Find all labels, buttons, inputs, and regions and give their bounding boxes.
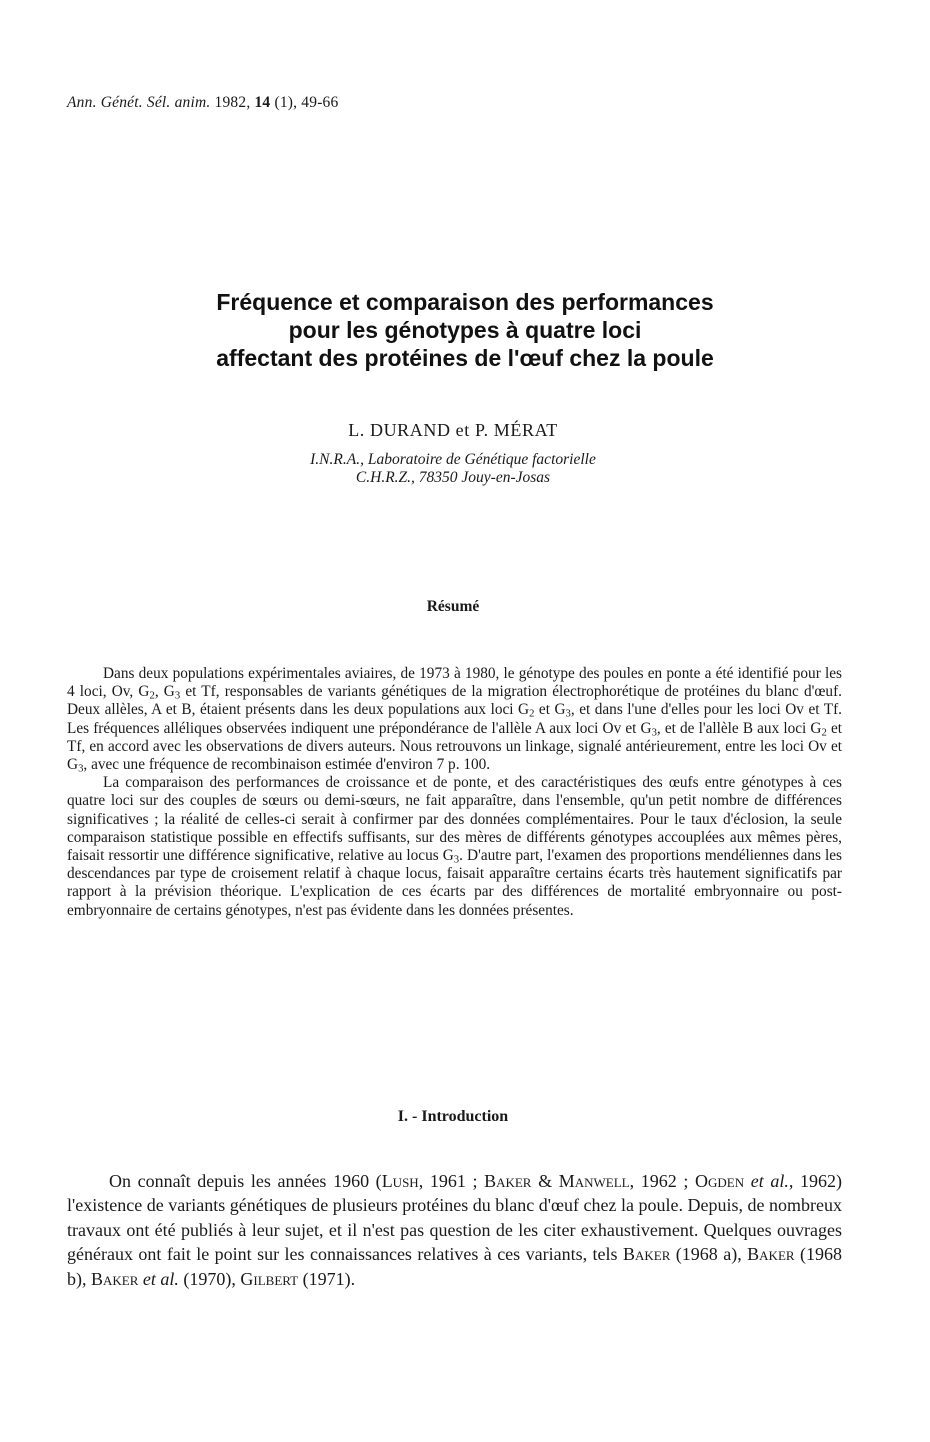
citation-author: Ogden	[694, 1171, 745, 1191]
citation-author: Baker	[747, 1244, 795, 1265]
citation-author: Gilbert	[240, 1268, 299, 1289]
introduction-paragraph-1: On connaît depuis les années 1960 (Lush, 1961 ; Baker & Manwell, 1962 ; Ogden et al., 1962) l'existence de variants génétiques de plusieurs protéines du blanc d'œuf chez la poule. Depuis, de nombreux travaux ont été publiés à leur sujet, et il n'est pas question de les citer exhaustivement. Quelques ouvrages généraux ont fait le point sur les connaissances relatives à ces variants, tels Baker (1968 a), Baker (1968 b), Baker et al. (1970), Gilbert (1971).	[67, 1171, 842, 1289]
citation-author: Baker	[484, 1171, 532, 1191]
citation-volume: 14	[254, 94, 271, 111]
affiliation	[0, 451, 906, 487]
abstract-paragraph-2: La comparaison des performances de croissance et de ponte, et des caractéristiques des œufs entre génotypes à ces quatre loci sur des couples de sœurs ou demi-sœurs, ne fait apparaître, dans l'ensemble, qu'un petit nombre de différences significatives ; la réalité de celles-ci serait à confirmer par des données complémentaires. Pour le taux d'éclosion, la seule comparaison statistique possible en effectifs suffisants, sur des mères de différents génotypes accouplées aux mêmes pères, faisait ressortir une différence significative, relative au locus $G_3$. D'autre part, l'examen des proportions mendéliennes dans les descendances par type de croisement relatif à chaque locus, faisait apparaître certains écarts très hautement significatifs par rapport à la prévision théorique. L'explication de ces écarts par des différences de mortalité embryonnaire ou post-embryonnaire de certains génotypes, n'est pas évidente dans les données présentes.	[67, 774, 843, 919]
citation-author: Lush	[381, 1171, 419, 1191]
citation-author: Baker	[622, 1244, 671, 1265]
abstract	[67, 665, 842, 920]
journal-name: Ann. Génét. Sél. anim.	[67, 94, 211, 111]
affiliation-line-1: I.N.R.A., Laboratoire de Génétique factorielle	[310, 451, 596, 468]
journal-citation	[67, 94, 338, 112]
section-heading-introduction: I. - Introduction	[397, 1108, 509, 1125]
title-line-2: pour les génotypes à quatre loci	[288, 317, 642, 343]
resume-heading: Résumé	[426, 598, 480, 615]
title-line-1: Fréquence et comparaison des performances	[216, 289, 714, 315]
citation-author: Baker	[91, 1268, 139, 1289]
introduction-body	[67, 1169, 842, 1291]
citation-author: Manwell	[558, 1171, 630, 1191]
citation-year: 1982,	[214, 94, 251, 111]
affiliation-line-2: C.H.R.Z., 78350 Jouy-en-Josas	[355, 469, 551, 486]
title-line-3: affectant des protéines de l'œuf chez la poule	[216, 345, 714, 371]
article-title	[0, 288, 930, 372]
abstract-paragraph-1: Dans deux populations expérimentales aviaires, de 1973 à 1980, le génotype des poules en ponte a été identifié pour les 4 loci, Ov, $G_2$, $G_3$ et Tf, responsables de variants génétiques de la migration électrophorétique de protéines du blanc d'œuf. Deux allèles, A et B, étaient présents dans les deux populations aux loci $G_2$ et $G_3$, et dans l'une d'elles pour les loci Ov et Tf. Les fréquences alléliques observées indiquent une prépondérance de l'allèle A aux loci Ov et $G_3$, et de l'allèle B aux loci $G_2$ et Tf, en accord avec les observations de divers auteurs. Nous retrouvons un linkage, signalé antérieurement, entre les loci Ov et $G_3$, avec une fréquence de recombinaison estimée d'environ 7 p. 100.	[67, 665, 842, 775]
authors: L. DURAND et P. MÉRAT	[348, 420, 558, 440]
citation-issue-pages: (1), 49-66	[274, 94, 339, 111]
